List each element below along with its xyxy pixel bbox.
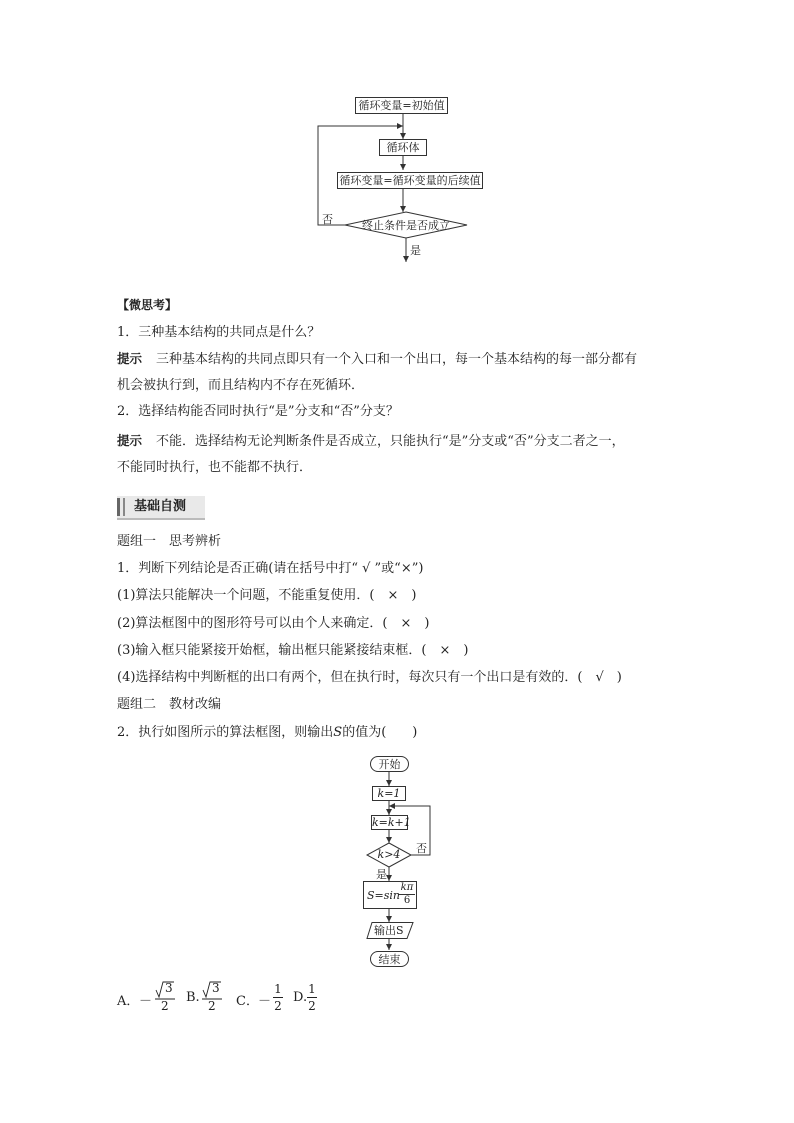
option-d-label: D.	[293, 990, 308, 1005]
statement-3: (3)输入框只能紧接开始框，输出框只能紧接结束框．( × )	[117, 643, 469, 658]
assign-numerator: kπ	[400, 882, 414, 893]
increment-box: k=k+1	[372, 816, 411, 829]
option-d-numerator: 1	[308, 982, 316, 996]
q2-var: S	[333, 725, 343, 740]
group1-q1: 1．判断下列结论是否正确(请在括号中打“ √ ”或“×”)	[117, 561, 424, 576]
q2-suffix: 的值为( )	[342, 725, 418, 740]
option-c-sign: －	[258, 994, 272, 1009]
no-label: 否	[322, 213, 333, 226]
option-c-numerator: 1	[274, 982, 282, 996]
group2-title: 题组二 教材改编	[117, 697, 222, 712]
q2-prefix: 2．执行如图所示的算法框图，则输出	[117, 725, 334, 740]
think-a1-line1	[117, 350, 637, 369]
think-a2-line1	[117, 432, 625, 451]
a2-text: 不能．选择结构无论判断条件是否成立，只能执行“是”分支或“否”分支二者之一，	[156, 434, 625, 449]
update-box: 循环变量=循环变量的后续值	[337, 172, 483, 189]
answer-options	[117, 980, 437, 1016]
loop-body-box: 循环体	[379, 139, 427, 156]
think-a1-line2: 机会被执行到，而且结构内不存在死循环．	[117, 378, 365, 393]
section-title: 基础自测	[134, 499, 187, 514]
option-c-denominator: 2	[274, 999, 282, 1013]
condition-label: k>4	[377, 848, 401, 861]
end-terminal: 结束	[370, 951, 409, 967]
banner-bar	[123, 498, 125, 516]
option-a-sign: －	[139, 994, 153, 1009]
yes-label: 是	[376, 868, 387, 881]
think-q2: 2．选择结构能否同时执行“是”分支和“否”分支？	[117, 404, 399, 419]
think-q1: 1．三种基本结构的共同点是什么？	[117, 325, 321, 340]
banner-bar	[117, 498, 120, 516]
hint-tag: 提示	[117, 433, 143, 448]
condition-label: 终止条件是否成立	[362, 219, 450, 232]
hint-tag: 提示	[117, 351, 143, 366]
init-box: 循环变量=初始值	[355, 97, 448, 114]
option-a-numerator: 3	[165, 981, 173, 995]
statement-2: (2)算法框图中的图形符号可以由个人来确定．( × )	[117, 616, 430, 631]
option-c-label: C．	[236, 994, 259, 1009]
start-terminal: 开始	[370, 756, 409, 772]
statement-1: (1)算法只能解决一个问题，不能重复使用．( × )	[117, 588, 417, 603]
option-b-label: B.	[186, 990, 200, 1005]
think-a2-line2: 不能同时执行，也不能都不执行．	[117, 460, 313, 475]
output-label: 输出S	[374, 924, 404, 937]
statement-4: (4)选择结构中判断框的出口有两个，但在执行时，每次只有一个出口是有效的．( √ )	[117, 670, 622, 685]
option-a-denominator: 2	[161, 999, 169, 1013]
yes-label: 是	[410, 244, 421, 257]
a1-text: 三种基本结构的共同点即只有一个入口和一个出口，每一个基本结构的每一部分都有	[156, 352, 638, 367]
assign-denominator: 6	[403, 895, 411, 906]
option-b-numerator: 3	[212, 981, 220, 995]
init-k-box: k=1	[372, 786, 406, 801]
think-heading: 【微思考】	[117, 298, 178, 312]
assign-left	[367, 888, 400, 904]
assign-left-text: S=sin	[367, 889, 400, 902]
option-a-label: A．	[117, 994, 140, 1009]
no-label: 否	[416, 842, 427, 855]
group1-title: 题组一 思考辨析	[117, 534, 222, 549]
option-b-denominator: 2	[208, 999, 216, 1013]
option-d-denominator: 2	[308, 999, 316, 1013]
assign-box	[363, 881, 417, 909]
